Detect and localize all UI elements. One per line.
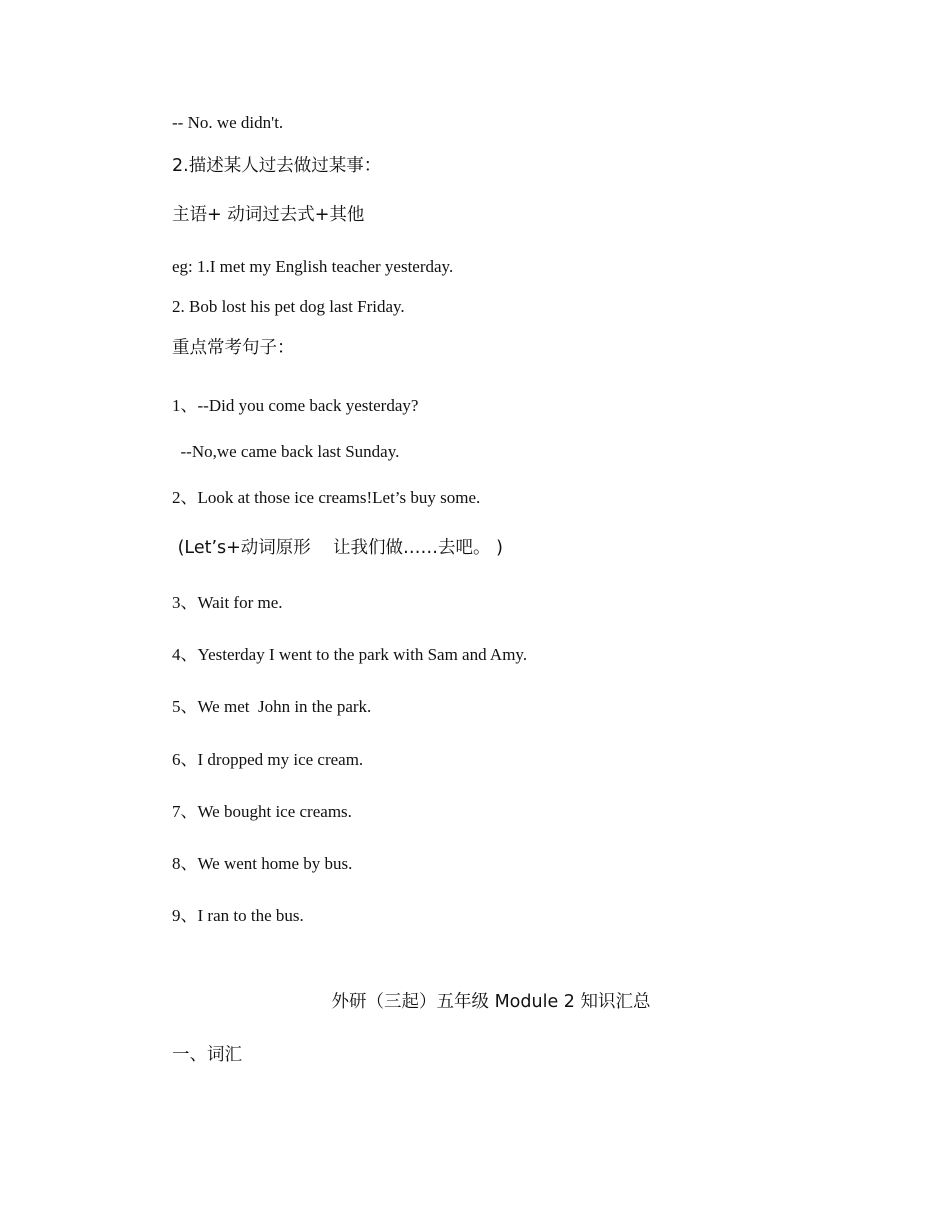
text-line: 主语+ 动词过去式+其他 <box>172 205 365 225</box>
text-line: eg: 1.I met my English teacher yesterday. <box>172 257 454 276</box>
text-line: 2. Bob lost his pet dog last Friday. <box>172 297 405 316</box>
text-line: 2、Look at those ice creams!Let’s buy some. <box>172 488 481 507</box>
text-line: -- No. we didn't. <box>172 113 284 132</box>
text-line: 6、I dropped my ice cream. <box>172 750 364 769</box>
text-line: 重点常考句子： <box>172 338 295 358</box>
section-heading: 一、词汇 <box>172 1045 242 1065</box>
text-line: 9、I ran to the bus. <box>172 906 304 925</box>
text-line: 2.描述某人过去做过某事： <box>172 156 382 176</box>
section-title: 外研（三起）五年级 Module 2 知识汇总 <box>331 992 651 1012</box>
text-line: 5、We met John in the park. <box>172 697 372 716</box>
text-line: 4、Yesterday I went to the park with Sam and Amy. <box>172 645 528 664</box>
text-line: --No,we came back last Sunday. <box>172 442 400 461</box>
text-line: 1、--Did you come back yesterday? <box>172 396 419 415</box>
text-line: 7、We bought ice creams. <box>172 802 352 821</box>
text-line: (Let’s+动词原形 让我们做……去吧。 ) <box>172 538 503 558</box>
text-line: 3、Wait for me. <box>172 593 283 612</box>
text-line: 8、We went home by bus. <box>172 854 353 873</box>
